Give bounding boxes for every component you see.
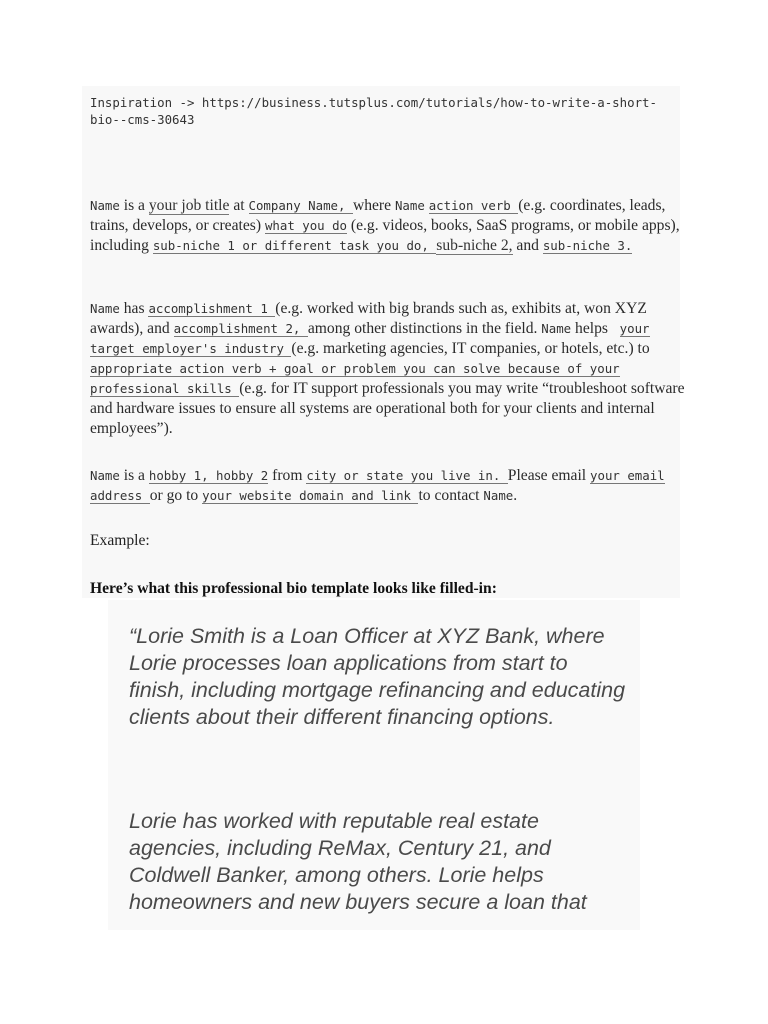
text-run: where [352, 197, 395, 214]
text-run: (e.g. worked with big brands such as, exhibits at, won XYZ awards), and [90, 300, 647, 337]
name-placeholder: Name [90, 301, 120, 316]
example-quote-paragraph-2: Lorie has worked with reputable real estate agencies, including ReMax, Century 21, and Coldwell Banker, among others. Lorie helps homeowners and new buyers secure a loan that [129, 809, 587, 914]
text-run: . [513, 487, 518, 504]
filled-in-heading: Here’s what this professional bio template looks like filled-in: [90, 580, 497, 597]
text-run: from [268, 467, 307, 484]
text-run: (e.g. videos, books, SaaS programs, or mobile apps), including [90, 217, 680, 254]
job-title-placeholder: your job title [148, 197, 230, 214]
text-run: (e.g. marketing agencies, IT companies, or hotels, etc.) to [291, 340, 650, 357]
text-run: is a [119, 197, 149, 214]
name-placeholder: Name [90, 468, 120, 483]
text-run: helps [571, 320, 620, 337]
city-placeholder: city or state you live in. [306, 468, 508, 483]
text-run: to contact [418, 487, 484, 504]
sub-niche-1-placeholder: sub-niche 1 or different task you do, [152, 238, 437, 253]
bio-template-paragraph-2 [90, 299, 685, 439]
hobby-placeholder: hobby 1, hobby 2 [148, 468, 269, 483]
sub-niche-3-placeholder: sub-niche 3. [542, 238, 633, 253]
text-run: at [229, 197, 249, 214]
name-placeholder: Name [541, 321, 572, 336]
text-run: and [512, 237, 543, 254]
text-run: Please email [507, 467, 591, 484]
sub-niche-2-placeholder: sub-niche 2, [436, 237, 513, 254]
name-placeholder: Name [483, 488, 514, 503]
accomplishment-2-placeholder: accomplishment 2, [173, 321, 308, 336]
text-run: or go to [149, 487, 203, 504]
website-placeholder: your website domain and link [202, 488, 419, 503]
bio-template-paragraph-1 [90, 196, 685, 256]
name-placeholder: Name [394, 198, 425, 213]
what-you-do-placeholder: what you do [264, 218, 347, 233]
email-placeholder: your email address [90, 468, 665, 503]
text-run: has [119, 300, 149, 317]
example-label: Example: [90, 532, 150, 549]
company-name-placeholder: Company Name, [248, 198, 353, 213]
name-placeholder: Name [90, 198, 120, 213]
action-verb-placeholder: action verb [428, 198, 519, 213]
inspiration-line: Inspiration -> https://business.tutsplus.com/tutorials/how-to-write-a-short-bio--cms-30643 [90, 95, 657, 127]
bio-template-paragraph-3 [90, 466, 685, 506]
text-run: (e.g. for IT support professionals you may write “troubleshoot software and hardware issues to ensure all systems are operational both for your clients and internal employees”). [90, 380, 685, 437]
text-run: (e.g. coordinates, leads, trains, develops, or creates) [90, 197, 666, 234]
text-run: is a [119, 467, 149, 484]
example-quote-paragraph-1: “Lorie Smith is a Loan Officer at XYZ Bank, where Lorie processes loan applications from start to finish, including mortgage refinancing and educating clients about their different financing options. [129, 624, 626, 729]
accomplishment-1-placeholder: accomplishment 1 [148, 301, 276, 316]
target-industry-placeholder: your target employer's industry [90, 321, 650, 356]
text-run: among other distinctions in the field. [307, 320, 542, 337]
action-goal-placeholder: appropriate action verb + goal or problem you can solve because of your professional skills [90, 361, 620, 396]
